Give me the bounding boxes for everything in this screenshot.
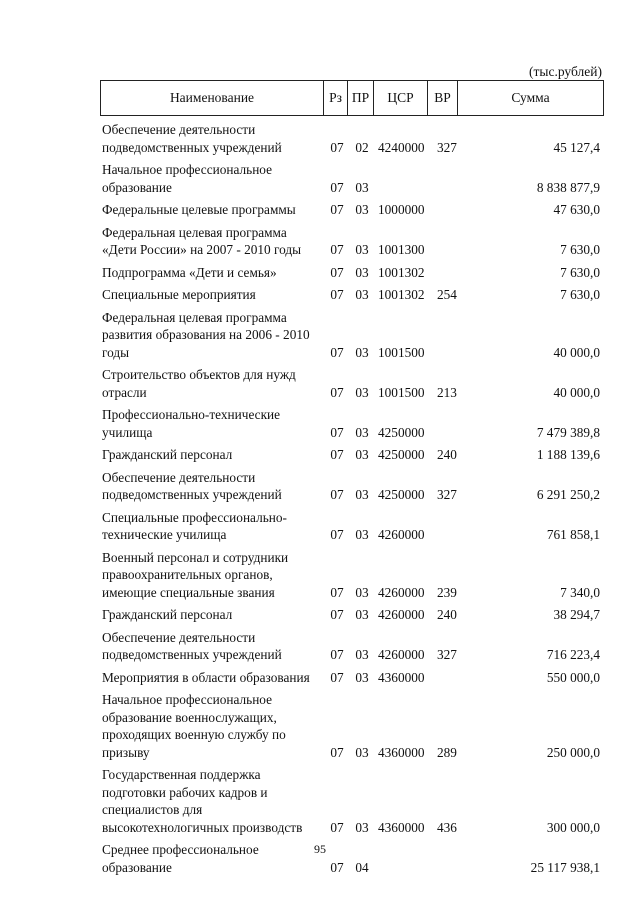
row-sum: 716 223,4 — [546, 647, 600, 662]
table-row — [100, 626, 604, 666]
row-name: Профессионально-технические училища — [102, 407, 281, 440]
row-sum: 40 000,0 — [553, 384, 600, 400]
row-csr: 4360000 — [378, 819, 425, 835]
row-rz: 07 — [330, 607, 344, 622]
table-row — [100, 603, 604, 626]
table-row — [100, 688, 604, 763]
row-pr: 03 — [355, 744, 369, 760]
row-rz: 07 — [330, 424, 344, 440]
row-csr: 1001500 — [378, 384, 425, 400]
row-rz: 07 — [330, 527, 344, 542]
row-pr: 03 — [355, 584, 369, 600]
table-row — [100, 666, 604, 689]
row-pr: 04 — [355, 859, 369, 875]
row-pr: 03 — [355, 447, 369, 462]
row-csr: 4240000 — [378, 139, 425, 155]
table-row — [100, 443, 604, 466]
table-row — [100, 261, 604, 284]
row-rz: 07 — [330, 859, 344, 875]
row-sum: 7 340,0 — [560, 584, 600, 600]
row-csr: 1001302 — [378, 287, 425, 302]
row-rz: 07 — [330, 819, 344, 835]
row-csr: 4360000 — [378, 744, 425, 760]
row-name: Начальное профессиональное образование военнослужащих, проходящих военную службу по призыву — [102, 692, 286, 760]
row-csr: 4260000 — [378, 527, 425, 542]
row-name: Среднее профессиональное образование — [102, 842, 259, 875]
row-name: Федеральные целевые программы — [102, 202, 296, 217]
row-rz: 07 — [330, 584, 344, 600]
row-sum: 45 127,4 — [553, 139, 600, 155]
row-rz: 07 — [330, 179, 344, 195]
row-pr: 03 — [355, 607, 369, 622]
row-rz: 07 — [330, 447, 344, 462]
table-row — [100, 763, 604, 838]
row-sum: 1 188 139,6 — [536, 447, 600, 462]
table-row — [100, 283, 604, 306]
row-vr: 289 — [437, 744, 457, 760]
row-vr: 436 — [437, 819, 457, 835]
table-row — [100, 118, 604, 158]
row-vr: 327 — [437, 487, 457, 502]
row-sum: 8 838 877,9 — [536, 179, 600, 195]
row-pr: 03 — [355, 384, 369, 400]
row-sum: 550 000,0 — [546, 669, 600, 685]
header-pr: ПР — [347, 81, 373, 115]
row-name: Государственная поддержка подготовки рабочих кадров и специалистов для высокотехнологичных производств — [102, 767, 303, 835]
row-rz: 07 — [330, 139, 344, 155]
row-sum: 250 000,0 — [546, 744, 600, 760]
row-name: Специальные мероприятия — [102, 287, 256, 302]
row-name: Подпрограмма «Дети и семья» — [102, 264, 277, 280]
row-name: Начальное профессиональное образование — [102, 162, 273, 195]
row-sum: 7 630,0 — [560, 264, 600, 280]
row-pr: 03 — [355, 344, 369, 360]
row-csr: 4260000 — [378, 607, 425, 622]
row-sum: 761 858,1 — [546, 527, 600, 542]
row-pr: 03 — [355, 487, 369, 502]
table-header — [100, 80, 604, 116]
row-pr: 03 — [355, 264, 369, 280]
row-vr: 240 — [437, 607, 457, 622]
row-rz: 07 — [330, 242, 344, 257]
row-rz: 07 — [330, 384, 344, 400]
table-row — [100, 306, 604, 364]
header-name: Наименование — [169, 90, 255, 105]
row-vr: 327 — [437, 139, 457, 155]
header-csr: ЦСР — [373, 81, 427, 115]
row-name: Мероприятия в области образования — [102, 669, 310, 685]
row-name: Обеспечение деятельности подведомственных учреждений — [102, 629, 282, 662]
row-name: Гражданский персонал — [102, 447, 233, 462]
row-vr: 254 — [437, 287, 457, 302]
row-name: Обеспечение деятельности подведомственных учреждений — [102, 122, 282, 155]
row-pr: 03 — [355, 287, 369, 302]
page-number: 95 — [314, 842, 326, 856]
row-sum: 38 294,7 — [553, 607, 600, 622]
table-row — [100, 198, 604, 221]
table-row — [100, 403, 604, 443]
row-pr: 03 — [355, 527, 369, 542]
row-csr: 4360000 — [378, 669, 425, 685]
row-csr: 1001300 — [378, 242, 425, 257]
row-csr: 4260000 — [378, 647, 425, 662]
row-rz: 07 — [330, 744, 344, 760]
header-rz: Рз — [323, 81, 347, 115]
table-row — [100, 506, 604, 546]
row-pr: 02 — [355, 139, 369, 155]
header-vr: ВР — [427, 81, 457, 115]
row-name: Обеспечение деятельности подведомственных учреждений — [102, 469, 282, 502]
row-csr: 4250000 — [378, 424, 425, 440]
row-csr: 1001302 — [378, 264, 425, 280]
row-pr: 03 — [355, 647, 369, 662]
header-sum: Сумма — [457, 81, 603, 115]
row-sum: 47 630,0 — [553, 202, 600, 217]
row-name: Военный персонал и сотрудники правоохранительных органов, имеющие специальные звания — [102, 549, 289, 600]
row-rz: 07 — [330, 344, 344, 360]
row-pr: 03 — [355, 669, 369, 685]
budget-table — [100, 118, 604, 878]
row-pr: 03 — [355, 202, 369, 217]
row-sum: 40 000,0 — [553, 344, 600, 360]
row-sum: 7 630,0 — [560, 287, 600, 302]
row-name: Специальные профессионально-технические училища — [102, 509, 287, 542]
row-vr: 327 — [437, 647, 457, 662]
row-vr: 239 — [437, 584, 457, 600]
table-row — [100, 158, 604, 198]
table-row — [100, 363, 604, 403]
row-csr: 1000000 — [378, 202, 425, 217]
units-note: (тыс.рублей) — [529, 64, 602, 79]
row-pr: 03 — [355, 179, 369, 195]
row-sum: 7 630,0 — [560, 242, 600, 257]
row-csr: 4250000 — [378, 447, 425, 462]
row-pr: 03 — [355, 424, 369, 440]
table-row — [100, 546, 604, 604]
row-name: Федеральная целевая программа «Дети России» на 2007 - 2010 годы — [102, 224, 302, 257]
table-row — [100, 466, 604, 506]
table-row — [100, 221, 604, 261]
row-sum: 7 479 389,8 — [536, 424, 600, 440]
row-pr: 03 — [355, 242, 369, 257]
row-sum: 6 291 250,2 — [536, 487, 600, 502]
row-pr: 03 — [355, 819, 369, 835]
row-csr: 4260000 — [378, 584, 425, 600]
row-sum: 300 000,0 — [546, 819, 600, 835]
row-csr: 1001500 — [378, 344, 425, 360]
row-rz: 07 — [330, 647, 344, 662]
row-rz: 07 — [330, 287, 344, 302]
row-rz: 07 — [330, 202, 344, 217]
row-name: Строительство объектов для нужд отрасли — [102, 367, 296, 400]
row-rz: 07 — [330, 669, 344, 685]
row-sum: 25 117 938,1 — [530, 859, 600, 875]
row-name: Гражданский персонал — [102, 607, 233, 622]
row-rz: 07 — [330, 487, 344, 502]
row-rz: 07 — [330, 264, 344, 280]
row-vr: 240 — [437, 447, 457, 462]
row-vr: 213 — [437, 384, 457, 400]
row-csr: 4250000 — [378, 487, 425, 502]
row-name: Федеральная целевая программа развития образования на 2006 - 2010 годы — [102, 309, 310, 360]
